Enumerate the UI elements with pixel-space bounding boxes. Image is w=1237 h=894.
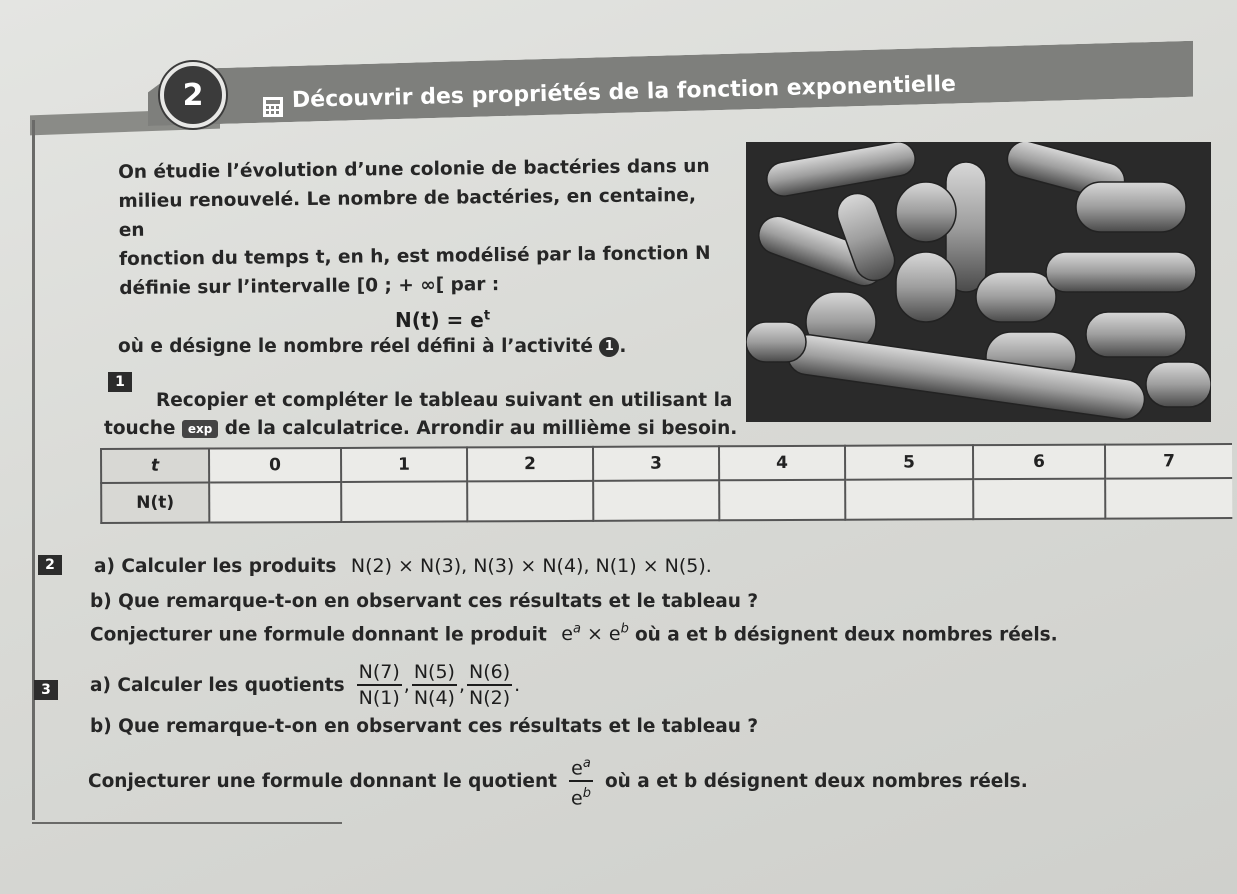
denominator-exponent: b <box>582 786 591 802</box>
table-cell-t: 3 <box>593 446 719 481</box>
table-cell-t: 5 <box>845 445 973 480</box>
question-2a <box>94 555 712 577</box>
question-2a-math: N(2) × N(3), N(3) × N(4), N(1) × N(5). <box>350 555 712 577</box>
intro-line: milieu renouvelé. Le nombre de bactéries, en centaine, en <box>118 184 697 241</box>
table-cell-t: 0 <box>209 448 341 483</box>
numerator-exponent: a <box>582 756 591 771</box>
question-2c-exp-b: b <box>620 622 629 637</box>
equation-base: N(t) = e <box>395 308 484 332</box>
table-header-t <box>101 449 209 483</box>
calculator-icon <box>262 96 284 118</box>
intro-paragraph <box>118 152 719 303</box>
question-3a-fractions: $\frac{N(7)}{N(1)}$ , $\frac{N(5)}{N(4)}$ , $\frac{N(6)}{N(2)}$ . <box>358 661 521 709</box>
question-1-line2-end: de la calculatrice. Arrondir au millième si besoin. <box>224 418 738 439</box>
question-3-badge: 3 <box>34 680 58 700</box>
question-2c-math <box>561 623 635 645</box>
table-cell-n-empty <box>341 481 467 522</box>
question-2b <box>90 591 758 612</box>
intro-note-end: . <box>619 336 627 357</box>
question-3b-text: Que remarque-t-on en observant ces résultats et le tableau ? <box>118 716 759 737</box>
question-3c-fraction <box>567 752 595 811</box>
left-margin-rule <box>32 120 35 820</box>
activity-number: 2 <box>160 62 226 128</box>
exp-key: exp <box>182 420 218 438</box>
table-cell-n-empty <box>719 480 845 521</box>
intro-note <box>118 336 626 357</box>
values-table <box>100 443 1232 524</box>
question-2c-base-b: × e <box>586 623 621 646</box>
question-3a-text: Calculer les quotients <box>117 674 345 696</box>
question-1-line2 <box>104 418 737 439</box>
question-2c-exp-a: a <box>572 622 581 637</box>
table-cell-n-empty <box>593 480 719 521</box>
table-cell-n-empty <box>845 479 973 520</box>
table-header-t-label: t <box>150 455 160 476</box>
fraction <box>357 660 402 710</box>
question-2c <box>90 622 1058 645</box>
question-2c-text-start: Conjecturer une formule donnant le produit <box>90 624 547 646</box>
question-2c-base-a: e <box>561 623 573 646</box>
table-cell-n-empty <box>209 482 341 523</box>
intro-line: On étudie l’évolution d’une colonie de bactéries dans un <box>118 155 710 183</box>
question-1-badge: 1 <box>108 372 132 392</box>
fraction <box>412 660 457 710</box>
question-3c-text-start: Conjecturer une formule donnant le quotient <box>88 770 557 792</box>
activity-reference-badge: 1 <box>599 337 619 357</box>
intro-note-text: où e désigne le nombre réel défini à l’activité <box>118 336 593 357</box>
fraction-numerator: N(7) <box>357 660 402 686</box>
fraction-denominator: N(4) <box>413 687 455 709</box>
question-3b <box>90 716 758 737</box>
intro-line: définie sur l’intervalle [0 ; + ∞[ par : <box>119 274 500 299</box>
bottom-rule <box>32 822 342 824</box>
question-2a-text: Calculer les produits <box>121 556 337 577</box>
fraction-denominator <box>569 782 593 810</box>
question-2b-text: Que remarque-t-on en observant ces résultats et le tableau ? <box>118 591 759 612</box>
question-1-line1: Recopier et compléter le tableau suivant en utilisant la <box>156 390 733 411</box>
question-3a <box>90 660 520 710</box>
table-cell-n-empty <box>1105 478 1232 519</box>
question-3c-text-end: où a et b désignent deux nombres réels. <box>604 770 1028 792</box>
table-cell-n-empty <box>467 481 593 522</box>
question-2b-label: b) <box>90 591 112 612</box>
fraction-numerator <box>569 752 593 782</box>
bacteria-photo <box>746 142 1211 422</box>
table-cell-t: 6 <box>973 445 1105 480</box>
table-header-n: N(t) <box>101 483 209 523</box>
question-2a-label: a) <box>94 556 115 577</box>
equation-exponent: t <box>483 308 491 324</box>
denominator-base: e <box>570 787 583 810</box>
table-cell-t: 1 <box>341 447 467 482</box>
question-2c-text-end: où a et b désignent deux nombres réels. <box>634 624 1058 646</box>
table-cell-n-empty <box>973 479 1105 520</box>
intro-line: fonction du temps t, en h, est modélisé par la fonction N <box>118 242 711 270</box>
activity-title: Découvrir des propriétés de la fonction exponentielle <box>291 71 957 113</box>
question-1-line2-start: touche <box>104 418 176 439</box>
question-2-badge: 2 <box>38 555 62 575</box>
numerator-base: e <box>571 757 583 780</box>
question-3c <box>88 752 1028 811</box>
table-row-t <box>101 444 1232 483</box>
fraction <box>467 660 512 710</box>
fraction-numerator: N(6) <box>467 660 512 686</box>
question-3b-label: b) <box>90 716 112 737</box>
fraction-denominator: N(1) <box>358 687 400 709</box>
table-cell-t: 4 <box>719 446 845 481</box>
fraction-denominator: N(2) <box>469 687 511 709</box>
fraction-numerator: N(5) <box>412 660 457 686</box>
question-3a-label: a) <box>90 674 111 696</box>
fraction <box>569 752 593 811</box>
table-cell-t: 7 <box>1105 444 1232 479</box>
table-row-n <box>101 478 1232 523</box>
table-cell-t: 2 <box>467 447 593 482</box>
equation <box>395 308 490 332</box>
